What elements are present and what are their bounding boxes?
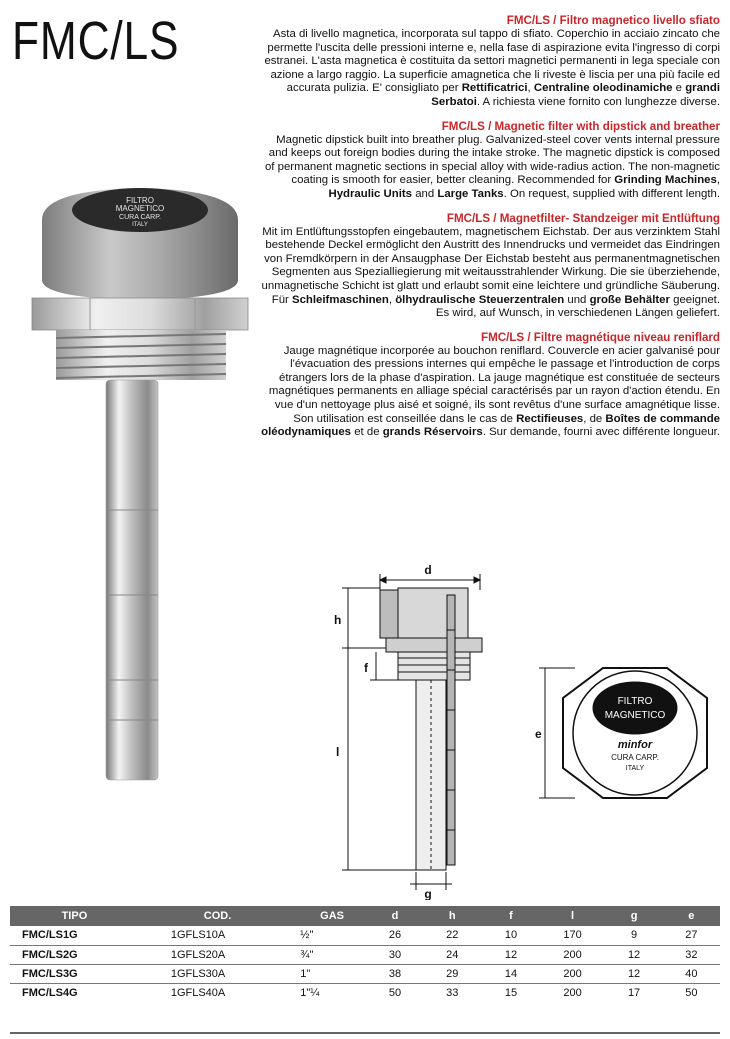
body-text: . Sur demande, fourni avec différente longueur.: [482, 426, 720, 439]
cap-top-view: [535, 660, 715, 805]
table-row: [10, 926, 720, 945]
section-heading: FMC/LS / Filtre magnétique niveau reniflard: [481, 330, 720, 344]
cap-text-1: FILTRO: [126, 196, 154, 205]
cell-e: 40: [663, 964, 720, 983]
emphasis-text: Centraline oleodinamiche: [533, 82, 673, 95]
header-e: e: [688, 910, 695, 922]
dim-g-label: g: [424, 887, 432, 900]
cell-tipo: FMC/LS3G: [10, 964, 139, 983]
cell-f: 10: [482, 926, 539, 945]
technical-drawing: [320, 560, 520, 900]
bottom-rule: [10, 1032, 720, 1034]
body-text: Asta di livello magnetica, incorporata sul tappo di sfiato. Coperchio in acciaio zincato che permette l'uscita delle pressioni interne e, nella fase di aspirazione evita l'ingresso di corpi estranei. L'asta magnetica è costituita da settori magnetici permanenti in lega speciale con azione a largo raggio. La superficie amagnetica che li riveste è liscia per una più facile ed accurata pulizia. E' consigliato per: [264, 28, 720, 95]
emphasis-text: grands Réservoirs: [382, 426, 483, 439]
cell-l: 200: [540, 964, 606, 983]
header-l: l: [570, 910, 575, 922]
header-d: d: [391, 910, 399, 922]
header-cod: COD.: [203, 910, 232, 922]
spec-table: [10, 906, 720, 1002]
cell-e: 32: [663, 945, 720, 964]
cell-g: 12: [605, 945, 662, 964]
cap-text-2: MAGNETICO: [115, 204, 165, 213]
cap-text-3: CURA CARP.: [119, 214, 161, 221]
emphasis-text: Rettificatrici: [461, 82, 528, 95]
cell-l: 170: [540, 926, 606, 945]
body-text: . On request, supplied with different length.: [503, 187, 720, 200]
section-italian: [258, 14, 720, 110]
cell-gas: 1"¼: [300, 986, 320, 999]
hex-nut: [32, 298, 248, 330]
emphasis-text: Rectifieuses: [516, 412, 584, 425]
header-g: g: [630, 910, 638, 922]
header-h: h: [448, 910, 456, 922]
thread: [56, 330, 226, 380]
cell-gas: ½": [296, 926, 368, 945]
description-column: [258, 14, 720, 450]
cell-tipo: FMC/LS1G: [10, 926, 139, 945]
section-body: [258, 28, 720, 110]
table-row: [10, 964, 720, 983]
cell-cod: 1GFLS30A: [139, 964, 296, 983]
section-heading: FMC/LS / Magnetic filter with dipstick and breather: [441, 119, 720, 133]
emphasis-text: Hydraulic Units: [328, 187, 413, 200]
cell-cod: 1GFLS10A: [139, 926, 296, 945]
header-gas: GAS: [320, 910, 344, 922]
body-text: und: [564, 293, 590, 306]
cap-view-line2: MAGNETICO: [604, 710, 666, 721]
page-title: FMC/LS: [12, 11, 180, 71]
cap-view-line3: CURA CARP.: [611, 753, 659, 762]
product-photo: [30, 180, 250, 800]
cell-g: 12: [605, 964, 662, 983]
cell-gas: ¾": [296, 945, 368, 964]
cell-h: 33: [446, 986, 459, 999]
cap-text-4: ITALY: [132, 222, 148, 228]
section-french: [258, 331, 720, 440]
body-text: Mit im Entlüftungsstopfen eingebautem, magnetischem Eichstab. Der aus verzinktem Stahl bestehende Deckel ermöglicht den Austritt des Innendrucks und vermeidet das Eindringen von Fremdkörpern in der Ansaugphase Der Eichstab besteht aus permanentmagnetischen Segmenten aus Spezialliegierung mit weitausstrahlender Wirkung. Die sie überziehende, unmagnetische Schicht ist glatt und erlaubt somit eine leichtere und gründliche Säuberung. Für: [261, 225, 720, 306]
dim-h-label: h: [334, 613, 342, 627]
body-text: et de: [351, 426, 383, 439]
table-row: [10, 945, 720, 964]
cell-f: 12: [482, 945, 539, 964]
cell-h: 24: [422, 945, 482, 964]
dim-e-label: e: [535, 727, 542, 741]
emphasis-text: große Behälter: [589, 293, 670, 306]
cell-cod: 1GFLS40A: [170, 986, 226, 999]
cell-h: 29: [422, 964, 482, 983]
body-text: Jauge magnétique incorporée au bouchon reniflard. Couvercle en acier galvanisé pour l'évacuation des pressions internes qui empêche le passage et l'introduction de corps étrangers lors de la phase d'aspiration. La jauge magnétique est constituée de secteurs magnétiques permanents en alliage spécial caractérisés par un rayon d'action étendu. En vue d'un nettoyage plus aisé et soigné, ils sont revêtus d'une surface amagnétique lisse. Son utilisation est conseillée dans le cas de: [268, 344, 720, 425]
cell-f: 14: [482, 964, 539, 983]
emphasis-text: ölhydraulische Steuerzentralen: [395, 293, 565, 306]
section-body: [258, 226, 720, 321]
section-english: [258, 120, 720, 202]
emphasis-text: Large Tanks: [437, 187, 504, 200]
emphasis-text: Grinding Machines: [614, 174, 717, 187]
header-tipo: TIPO: [61, 910, 88, 922]
body-text: , de: [583, 412, 606, 425]
cell-cod: 1GFLS20A: [139, 945, 296, 964]
cell-h: 22: [422, 926, 482, 945]
body-text: . A richiesta viene fornito con lunghezze diverse.: [476, 95, 720, 108]
cell-d: 30: [368, 945, 422, 964]
section-german: [258, 212, 720, 321]
cap-view-line1: FILTRO: [617, 696, 653, 707]
emphasis-text: Schleifmaschinen: [292, 293, 389, 306]
cell-e: 50: [685, 986, 698, 999]
header-f: f: [509, 910, 513, 922]
cell-tipo: FMC/LS2G: [10, 945, 139, 964]
section-heading: FMC/LS / Magnetfilter- Standzeiger mit Entlüftung: [446, 211, 720, 225]
cell-d: 50: [388, 986, 402, 999]
cap-view-brand: minfor: [617, 739, 653, 751]
emphasis-text: grandi Serbatoi: [431, 82, 720, 108]
body-text: geeignet. Es wird, auf Wunsch, in verschiedenen Längen geliefert.: [435, 293, 720, 320]
table-header-row: [10, 906, 720, 926]
dim-d-label: d: [424, 563, 432, 577]
cell-f: 15: [504, 986, 518, 999]
body-text: e: [672, 82, 686, 95]
body-text: ,: [716, 174, 720, 187]
dim-l-label: l: [336, 745, 340, 759]
section-heading: FMC/LS / Filtro magnetico livello sfiato: [506, 14, 720, 27]
cell-gas: 1": [296, 964, 368, 983]
cell-d: 26: [368, 926, 422, 945]
table-row: [10, 983, 720, 1002]
body-text: ,: [527, 82, 534, 95]
cell-g: 17: [627, 986, 641, 999]
cell-d: 38: [368, 964, 422, 983]
cell-g: 9: [605, 926, 662, 945]
section-body: [258, 345, 720, 440]
cell-tipo: FMC/LS4G: [22, 986, 78, 999]
emphasis-text: Boîtes de commande oléodynamiques: [261, 412, 720, 439]
dim-f-label: f: [364, 661, 368, 675]
body-text: ,: [388, 293, 396, 306]
section-body: [258, 134, 720, 202]
cell-e: 27: [663, 926, 720, 945]
cap-view-line4: ITALY: [625, 765, 645, 772]
body-text: Magnetic dipstick built into breather plug. Galvanized-steel cover vents internal pressure and keeps out foreign bodies during the intake stroke. The magnetic dipstick is composed of permanent magnetic sections in special alloy with wide-radius action. The non-magnetic coating is smooth for easier, better cleaning. Recommended for: [264, 133, 720, 187]
body-text: and: [412, 187, 438, 200]
cell-l: 200: [563, 986, 582, 999]
cell-l: 200: [540, 945, 606, 964]
